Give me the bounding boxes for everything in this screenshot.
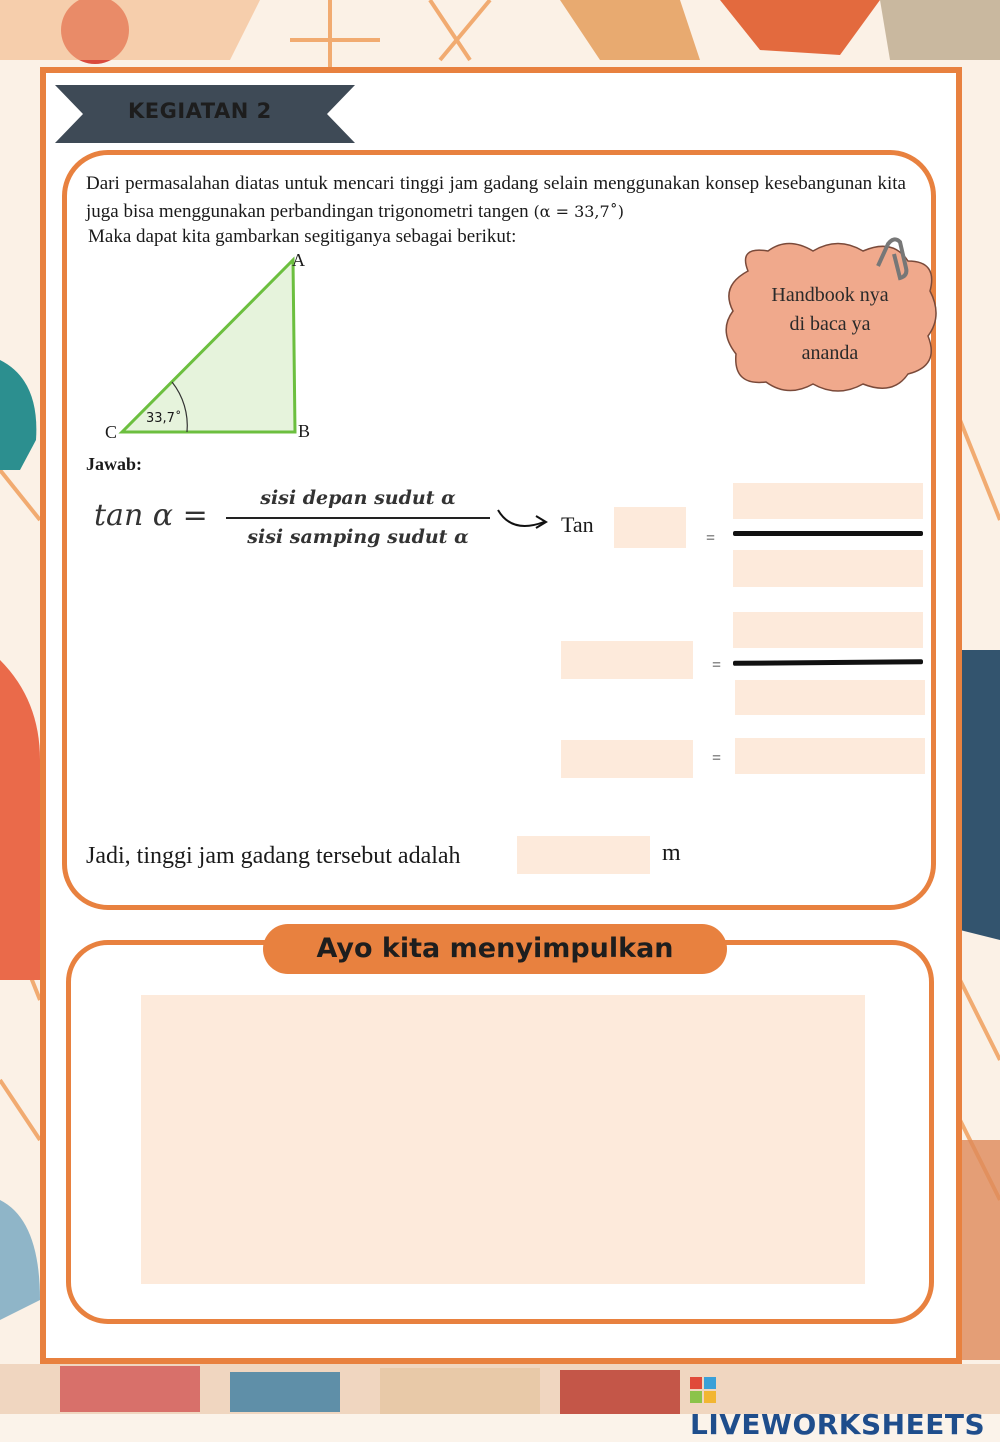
problem-instruction: Maka dapat kita gambarkan segitiganya sebagai berikut:: [88, 226, 517, 247]
formula-numerator: sisi depan sudut α: [260, 487, 456, 509]
final-answer-text: Jadi, tinggi jam gadang tersebut adalah: [86, 843, 461, 869]
row1-numerator-input[interactable]: [733, 483, 923, 519]
vertex-b-label: B: [298, 421, 311, 441]
note-line-1: Handbook nya: [771, 284, 889, 306]
triangle-diagram: [95, 248, 325, 448]
row2-denominator-input[interactable]: [735, 680, 925, 715]
alpha-value: (α = 33,7˚): [533, 202, 624, 221]
brand-name: LIVEWORKSHEETS: [690, 1408, 986, 1441]
sticky-note-text: [740, 281, 920, 368]
problem-intro: [86, 170, 906, 226]
tan-angle-input[interactable]: [614, 507, 686, 548]
unit-label: m: [662, 840, 681, 866]
angle-label: 33,7˚: [146, 411, 182, 426]
row3-left-input[interactable]: [561, 740, 693, 778]
row1-fraction-bar: [733, 531, 923, 536]
vertex-c-label: C: [105, 422, 118, 442]
height-answer-input[interactable]: [517, 836, 650, 874]
equals-sign-3: =: [712, 750, 722, 767]
intro-text: Dari permasalahan diatas untuk mencari tinggi jam gadang selain menggunakan konsep kesebangunan kita juga bisa menggunakan perbandingan trigonometri tangen: [86, 173, 906, 222]
row3-right-input[interactable]: [735, 738, 925, 774]
curved-arrow-icon: [494, 504, 554, 536]
liveworksheets-logo: [690, 1374, 1000, 1441]
answer-label: Jawab:: [86, 454, 143, 474]
row1-denominator-input[interactable]: [733, 550, 923, 587]
summary-title: Ayo kita menyimpulkan: [263, 924, 727, 974]
vertex-a-label: A: [292, 250, 305, 270]
formula-denominator: sisi samping sudut α: [247, 526, 469, 548]
formula-fraction-line: [226, 517, 490, 519]
row2-left-input[interactable]: [561, 641, 693, 679]
note-line-2: di baca ya: [789, 313, 871, 335]
activity-title: KEGIATAN 2: [128, 99, 272, 123]
equals-sign-2: =: [712, 657, 722, 674]
formula-lhs: tan α =: [94, 498, 208, 533]
summary-textarea[interactable]: [141, 995, 865, 1284]
tan-label: Tan: [561, 512, 594, 537]
equals-sign-1: =: [706, 530, 716, 547]
row2-numerator-input[interactable]: [733, 612, 923, 648]
note-line-3: ananda: [801, 342, 859, 364]
liveworksheets-icon: [690, 1377, 716, 1403]
triangle-shape: [122, 260, 295, 432]
